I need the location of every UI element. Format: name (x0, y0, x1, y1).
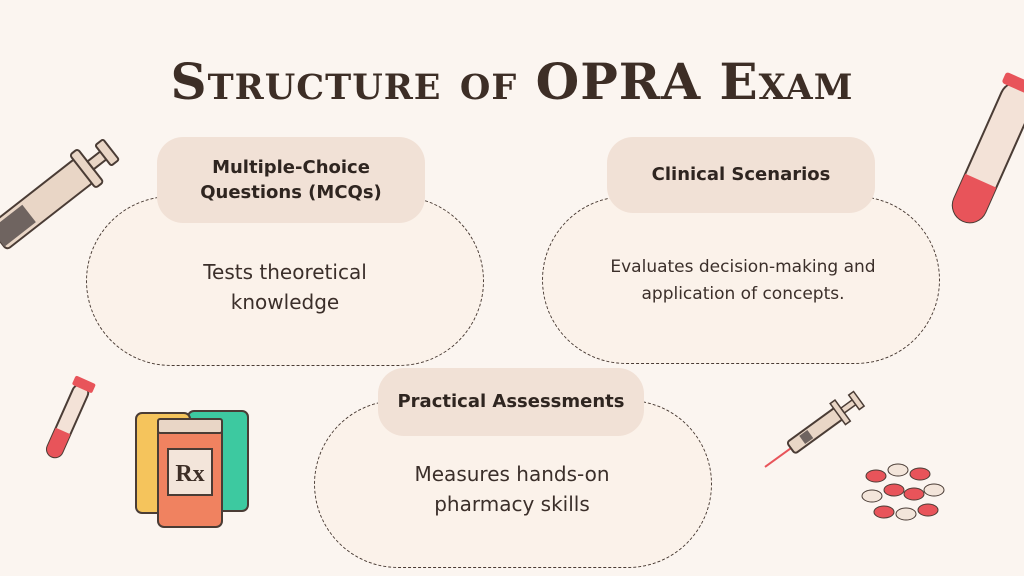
test-tube-icon (948, 72, 1024, 252)
practical-description: Measures hands-on pharmacy skills (414, 462, 610, 516)
mcq-heading: Multiple-Choice Questions (MCQs) (157, 137, 425, 223)
syringe-icon (762, 382, 878, 472)
medicine-bottles-icon (128, 405, 256, 531)
syringe-icon (0, 118, 130, 248)
clinical-description: Evaluates decision-making and application of concepts. (610, 257, 876, 304)
page-title: Structure of OPRA Exam (170, 51, 854, 111)
clinical-heading: Clinical Scenarios (607, 137, 875, 213)
bottle-label: Rx (175, 461, 205, 487)
mcq-description: Tests theoretical knowledge (203, 260, 367, 314)
pills-icon (862, 460, 946, 528)
test-tube-icon (38, 374, 98, 466)
practical-heading: Practical Assessments (378, 368, 644, 436)
